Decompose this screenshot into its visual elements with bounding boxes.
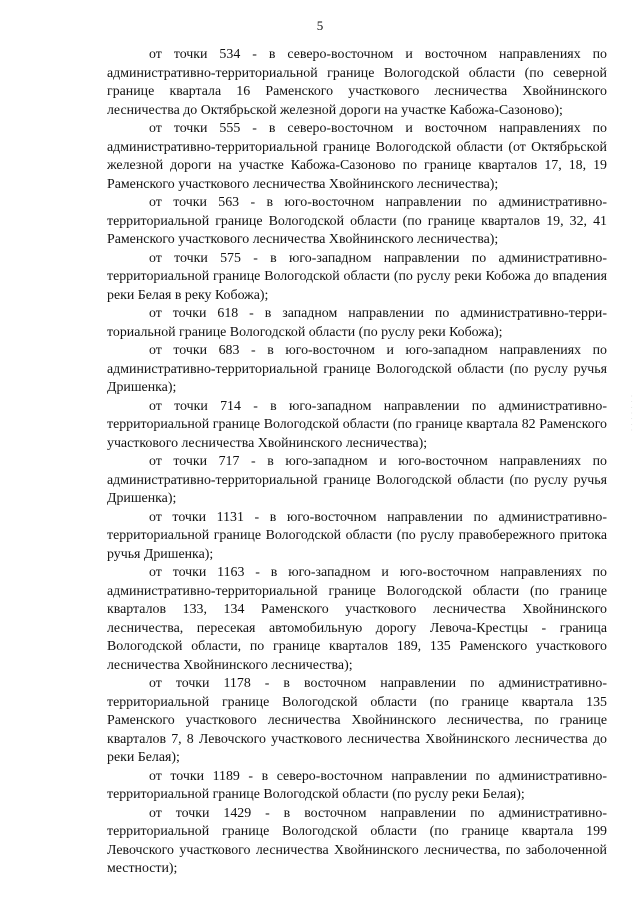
paragraph-point-1163: от точки 1163 - в юго-западном и юго-восточном направлениях по административно-территориальной границе Вологодской области (по границе кварталов 133, 134 Раменского участкового лесничества Хвойнинского лесничества, пересекая автомобильную дорогу Левоча-Крестцы - граница Вологодской области, по границе кварталов 189, 135 Раменского участкового лесничества Хвойнинского лесничества);	[107, 565, 607, 673]
paragraph-point-534: от точки 534 - в северо-восточном и восточном направлениях по административно-территориальной границе Вологодской области (по северной границе квартала 16 Раменского участкового лесничества Хвойнинского лесничества до Октябрьской железной дороги на участке Кабожа-Сазоново);	[107, 47, 607, 118]
paragraph-point-714: от точки 714 - в юго-западном направлении по административно-территориальной границе Вологодской области (по границе квартала 82 Раменского участкового лесничества Хвойнинского лесничества);	[107, 398, 607, 451]
paragraph-point-1429: от точки 1429 - в восточном направлении по административно-территориальной границе Вологодской области (по границе квартала 199 Левочского участкового лесничества Хвойнинского лесничества, по заболоченной местности);	[107, 805, 607, 876]
paragraph-point-1178: от точки 1178 - в восточном направлении по административно-территориальной границе Вологодской области (по границе квартала 135 Раменского участкового лесничества Хвойнинского лесничества, по границе кварталов 7, 8 Левочского участкового лесничества Хвойнинского лесничества до реки Белая);	[107, 676, 607, 765]
paragraph-point-717: от точки 717 - в юго-западном и юго-восточном направлениях по административно-территориальной границе Вологодской области (по руслу ручья Дришенка);	[107, 454, 607, 506]
paragraph-point-575: от точки 575 - в юго-западном направлении по административно-территориальной границе Вологодской области (по руслу реки Кобожа до впадения реки Белая в реку Кобожа);	[107, 250, 607, 303]
paragraph-point-1189: от точки 1189 - в северо-восточном направлении по административно-территориальной границе Вологодской области (по руслу реки Белая);	[107, 768, 607, 802]
scan-margin-mark: · · · · · · ·	[628, 395, 634, 432]
page-number: 5	[316, 18, 324, 33]
document-body	[107, 46, 607, 879]
paragraph-point-555: от точки 555 - в северо-восточном и восточном направлениях по административно-территориальной границе Вологодской области (от Октябрьской железной дороги на участке Кабожа-Сазоново по границе кварталов 17, 18, 19 Раменского участкового лесничества Хвойнинского лесничества);	[107, 121, 607, 192]
paragraph-point-1131: от точки 1131 - в юго-восточном направлении по административно-территориальной границе Вологодской области (по руслу правобережного притока ручья Дришенка);	[107, 509, 607, 562]
paragraph-point-618: от точки 618 - в западном направлении по административно-территориальной границе Вологодской области (по руслу реки Кобожа);	[107, 306, 607, 340]
paragraph-point-563: от точки 563 - в юго-восточном направлении по административно-территориальной границе Вологодской области (по границе кварталов 19, 32, 41 Раменского участкового лесничества Хвойнинского лесничества);	[107, 195, 607, 247]
paragraph-point-683: от точки 683 - в юго-восточном и юго-западном направлениях по административно-территориальной границе Вологодской области (по руслу ручья Дришенка);	[107, 343, 607, 395]
